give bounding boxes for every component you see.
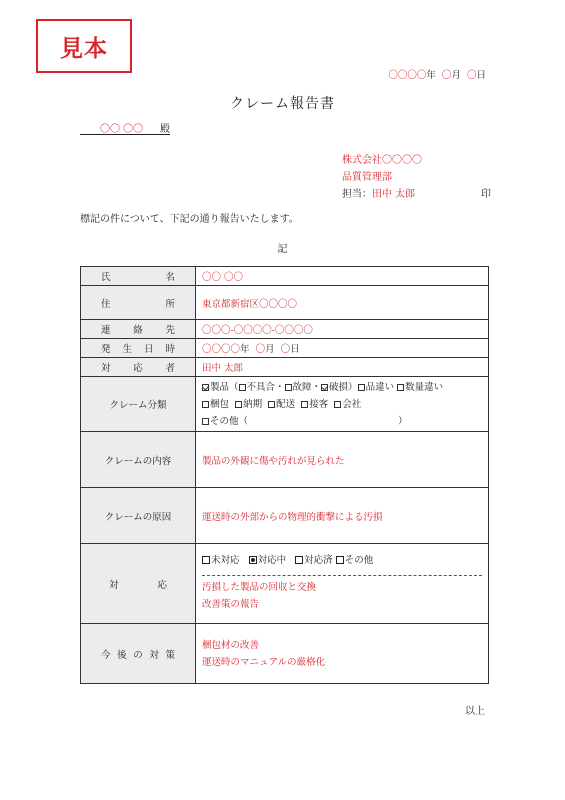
sender-company: 株式会社〇〇〇〇 <box>342 155 422 166</box>
report-date <box>388 67 486 81</box>
value-name: 〇〇 〇〇 <box>196 267 489 286</box>
label-cause: クレームの原因 <box>81 488 196 544</box>
row-contact <box>81 320 489 339</box>
sample-stamp: 見本 <box>36 19 132 73</box>
category-delivery-date: 納期 <box>243 398 263 410</box>
label-future: 今 後 の 対 策 <box>101 649 175 661</box>
date-year-unit: 年 <box>426 70 436 81</box>
row-handler <box>81 358 489 377</box>
occur-month-unit: 月 <box>265 344 275 355</box>
row-name <box>81 267 489 286</box>
checkbox-failure[interactable] <box>285 384 292 391</box>
radio-other[interactable] <box>336 556 344 564</box>
row-content <box>81 432 489 488</box>
date-month-unit: 月 <box>451 70 461 81</box>
row-future <box>81 624 489 684</box>
category-other-close: ） <box>398 415 408 427</box>
checkbox-wrong-item[interactable] <box>358 384 365 391</box>
label-date: 発 生 日 時 <box>101 344 175 355</box>
seal-mark: 印 <box>481 189 491 200</box>
response-line-2: 改善策の報告 <box>202 599 260 610</box>
divider <box>202 575 482 576</box>
value-future <box>196 624 489 684</box>
row-cause <box>81 488 489 544</box>
document-title: クレーム報告書 <box>230 96 335 112</box>
future-line-1: 梱包材の改善 <box>202 639 260 651</box>
label-name: 氏 名 <box>101 272 175 283</box>
checkbox-product[interactable] <box>202 384 209 391</box>
label-contact: 連 絡 先 <box>101 325 175 336</box>
category-other: その他（ <box>210 415 249 427</box>
checkbox-wrong-qty[interactable] <box>397 384 404 391</box>
label-handler: 対 応 者 <box>101 363 175 374</box>
occur-month: 〇 <box>255 344 266 355</box>
category-product: 製品（ <box>210 381 239 393</box>
category-service: 接客 <box>309 398 329 410</box>
checkbox-service[interactable] <box>301 401 308 408</box>
sender-person-label: 担当： <box>342 189 372 200</box>
sender-person: 田中 太郎 <box>372 189 416 200</box>
recipient-name: 〇〇 〇〇 <box>100 124 144 135</box>
occur-day-unit: 日 <box>290 344 300 355</box>
closing-text: 以上 <box>465 706 485 717</box>
label-response: 対 応 <box>109 579 167 591</box>
status-other: その他 <box>344 555 374 566</box>
label-address: 住 所 <box>101 298 175 310</box>
checkbox-damage[interactable] <box>321 384 328 391</box>
value-address: 東京都新宿区〇〇〇〇 <box>196 286 489 320</box>
status-in-progress: 対応中 <box>257 555 287 566</box>
value-date <box>196 339 489 358</box>
status-not-done: 未対応 <box>211 555 240 566</box>
category-company: 会社 <box>342 398 362 410</box>
intro-text: 標記の件について、下記の通り報告いたします。 <box>80 214 299 225</box>
occur-year-unit: 年 <box>240 344 250 355</box>
date-day-unit: 日 <box>476 70 486 81</box>
checkbox-other[interactable] <box>202 418 209 425</box>
row-response <box>81 544 489 624</box>
ki-heading: 記 <box>277 244 288 255</box>
category-defect: 不具合・ <box>246 381 285 393</box>
status-done: 対応済 <box>304 555 333 566</box>
checkbox-packing[interactable] <box>202 401 209 408</box>
label-content: クレームの内容 <box>81 432 196 488</box>
date-day: 〇 <box>466 70 477 81</box>
category-wrong-item: 品違い <box>365 381 395 393</box>
response-line-1: 汚損した製品の回収と交換 <box>202 582 317 593</box>
value-category <box>196 377 489 432</box>
checkbox-shipping[interactable] <box>268 401 275 408</box>
row-category <box>81 377 489 432</box>
date-month: 〇 <box>441 70 452 81</box>
radio-done[interactable] <box>295 556 303 564</box>
value-response <box>196 544 489 624</box>
checkbox-company[interactable] <box>334 401 341 408</box>
category-packing: 梱包 <box>210 398 230 410</box>
row-date <box>81 339 489 358</box>
category-failure: 故障・ <box>292 381 322 393</box>
category-damage: 破損） <box>329 381 358 393</box>
occur-day: 〇 <box>280 344 291 355</box>
category-shipping: 配送 <box>276 398 296 410</box>
row-address <box>81 286 489 320</box>
value-content: 製品の外観に傷や汚れが見られた <box>196 432 489 488</box>
checkbox-defect[interactable] <box>239 384 246 391</box>
occur-year: 〇〇〇〇 <box>202 344 241 355</box>
radio-not-done[interactable] <box>202 556 210 564</box>
report-table <box>80 266 489 684</box>
value-contact: 〇〇〇-〇〇〇〇-〇〇〇〇 <box>196 320 489 339</box>
sender-department: 品質管理部 <box>342 172 392 183</box>
radio-in-progress[interactable] <box>249 556 257 564</box>
future-line-2: 運送時のマニュアルの厳格化 <box>202 656 326 668</box>
recipient-honorific: 殿 <box>160 124 170 135</box>
label-category: クレーム分類 <box>81 377 196 432</box>
checkbox-delivery-date[interactable] <box>235 401 242 408</box>
value-cause: 運送時の外部からの物理的衝撃による汚損 <box>196 488 489 544</box>
recipient <box>80 120 170 135</box>
value-handler: 田中 太郎 <box>196 358 489 377</box>
sender-person-row <box>342 185 415 200</box>
category-wrong-qty: 数量違い <box>405 381 444 393</box>
date-year: 〇〇〇〇 <box>388 70 427 81</box>
